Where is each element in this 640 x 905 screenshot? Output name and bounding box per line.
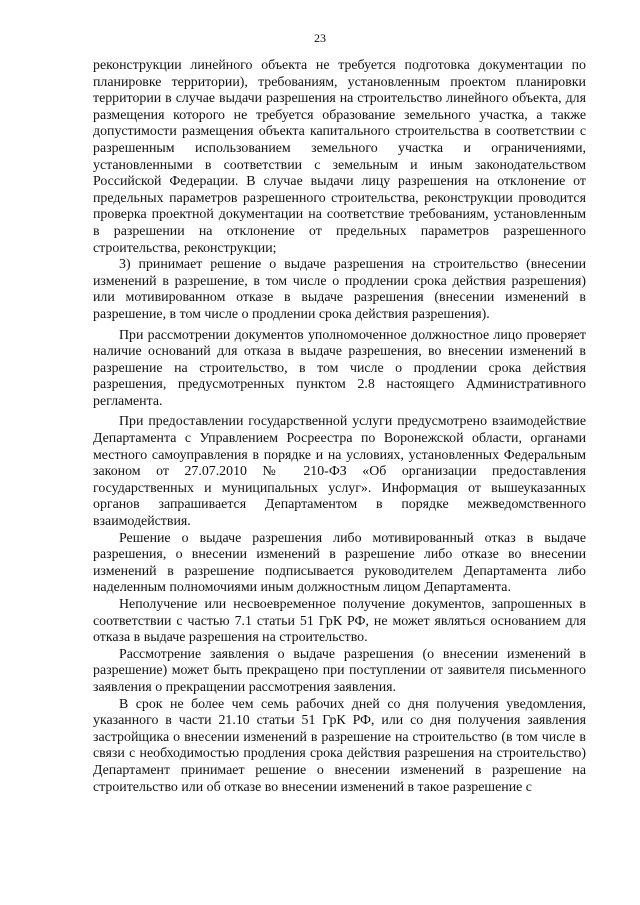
paragraph-deadline: В срок не более чем семь рабочих дней со дня получения уведомления, указанного в части 21.10 статьи 51 ГрК РФ, или со дня получения заявления застройщика о внесении изменений в разрешение на строительство (в том числе в связи с необходимостью продления срока действия разрешения на строительство) Департамент принимает решение о внесении изменений в разрешение на строительство или об отказе во внесении изменений в такое разрешение с bbox=[93, 696, 586, 795]
paragraph-signing: Решение о выдаче разрешения либо мотивированный отказ в выдаче разрешения, о внесении изменений в разрешение либо отказе во внесении изменений в разрешение подписывается руководителем Департамента либо наделенным полномочиями иным должностным лицом Департамента. bbox=[93, 530, 586, 596]
paragraph-document-review: При рассмотрении документов уполномоченное должностное лицо проверяет наличие оснований для отказа в выдаче разрешения, во внесении изменений в разрешение на строительство, в том числе о продлении срока действия разрешения, предусмотренных пунктом 2.8 настоящего Административного регламента. bbox=[93, 327, 586, 409]
page-number: 23 bbox=[314, 31, 326, 45]
document-body bbox=[93, 58, 586, 796]
paragraph-interaction: При предоставлении государственной услуги предусмотрено взаимодействие Департамента с Управлением Росреестра по Воронежской области, органами местного самоуправления в порядке и на условиях, установленных Федеральным законом от 27.07.2010 № 210-ФЗ «Об организации предоставления государственных и муниципальных услуг». Информация от вышеуказанных органов запрашивается Департаментом в порядке межведомственного взаимодействия. bbox=[93, 414, 586, 530]
paragraph-continuation: реконструкции линейного объекта не требуется подготовка документации по планировке территории), требованиям, установленным проектом планировки территории в случае выдачи разрешения на строительство линейного объекта, для размещения которого не требуется образование земельного участка, а также допустимости размещения объекта капитального строительства в соответствии с разрешенным использованием земельного участка и ограничениями, установленными в соответствии с земельным и иным законодательством Российской Федерации. В случае выдачи лицу разрешения на отклонение от предельных параметров разрешенного строительства, реконструкции проводится проверка проектной документации на соответствие требованиям, установленным в разрешении на отклонение от предельных параметров разрешенного строительства, реконструкции; bbox=[93, 58, 586, 256]
paragraph-non-receipt: Неполучение или несвоевременное получение документов, запрошенных в соответствии с частью 7.1 статьи 51 ГрК РФ, не может являться основанием для отказа в выдаче разрешения на строительство. bbox=[93, 597, 586, 646]
paragraph-termination: Рассмотрение заявления о выдаче разрешения (о внесении изменений в разрешение) может быть прекращено при поступлении от заявителя письменного заявления о прекращении рассмотрения заявления. bbox=[93, 646, 586, 695]
paragraph-item-3: 3) принимает решение о выдаче разрешения на строительство (внесении изменений в разрешение, в том числе о продлении срока действия разрешения) или мотивированном отказе в выдаче разрешения (внесении изменений в разрешение, в том числе о продлении срока действия разрешения). bbox=[93, 257, 586, 322]
